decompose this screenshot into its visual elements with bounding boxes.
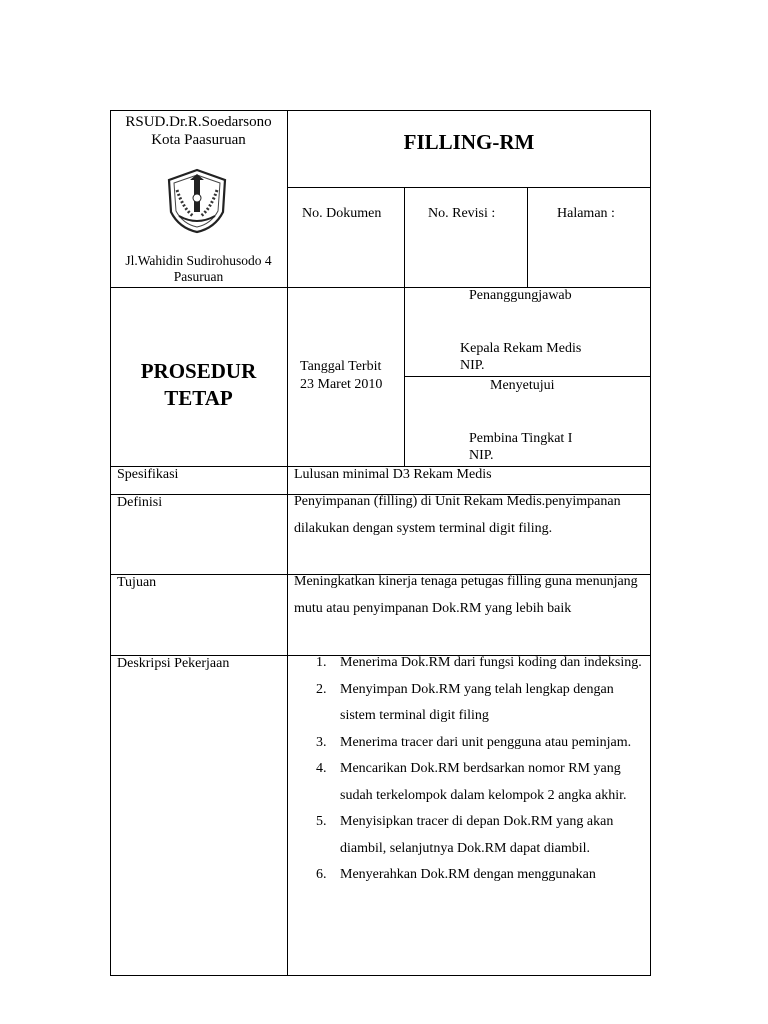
- step-number: 4.: [316, 761, 327, 776]
- list-item: [288, 809, 646, 862]
- address-line-1: Jl.Wahidin Sudirohusodo 4: [125, 253, 272, 268]
- step-number: 6.: [316, 867, 327, 882]
- signature-divider: [404, 376, 651, 377]
- step-number: 3.: [316, 734, 327, 750]
- step-text: Menyisipkan tracer di depan Dok.RM yang akan diambil, selanjutnya Dok.RM dapat diambil.: [340, 814, 614, 856]
- border-bottom: [110, 975, 651, 976]
- approver-name: Pembina Tingkat I: [469, 431, 573, 446]
- approver-nip: NIP.: [469, 448, 494, 463]
- responsible-name: Kepala Rekam Medis: [460, 341, 582, 356]
- list-item: [288, 756, 646, 809]
- address-line-2: Pasuruan: [173, 269, 224, 284]
- document-title: FILLING-RM: [403, 130, 535, 154]
- step-number: 2.: [316, 681, 327, 697]
- doc-number-label: No. Dokumen: [302, 206, 382, 221]
- procedure-title-line-1: PROSEDUR: [140, 359, 257, 383]
- approval-label: Menyetujui: [490, 378, 555, 393]
- responsible-label: Penanggungjawab: [469, 288, 572, 303]
- step-text: Menerima tracer dari unit pengguna atau peminjam.: [340, 734, 632, 750]
- step-number: 5.: [316, 814, 327, 829]
- issue-date-label: Tanggal Terbit: [300, 359, 382, 374]
- border-left: [110, 110, 111, 976]
- procedure-title-line-2: TETAP: [164, 386, 233, 410]
- hospital-city: Kota Paasuruan: [151, 132, 246, 148]
- job-steps-list: [288, 650, 646, 889]
- revision-label: No. Revisi :: [428, 206, 496, 221]
- list-item: [288, 677, 646, 730]
- hospital-name: RSUD.Dr.R.Soedarsono: [125, 114, 272, 130]
- list-item: [288, 650, 646, 677]
- sop-document: [110, 110, 651, 976]
- step-text: Menerima Dok.RM dari fungsi koding dan indeksing.: [340, 655, 642, 670]
- definisi-label: Definisi: [117, 495, 163, 510]
- title-row-divider: [287, 187, 651, 188]
- step-text: Mencarikan Dok.RM berdsarkan nomor RM yang sudah terkelompok dalam kelompok 2 angka akhir.: [340, 761, 627, 803]
- definisi-value: Penyimpanan (filling) di Unit Rekam Medis.penyimpanan dilakukan dengan system terminal digit filing.: [294, 494, 621, 536]
- tujuan-value: Meningkatkan kinerja tenaga petugas filling guna menunjang mutu atau penyimpanan Dok.RM yang lebih baik: [294, 574, 638, 616]
- responsible-nip: NIP.: [460, 358, 485, 373]
- list-item: [288, 730, 646, 757]
- issue-date: 23 Maret 2010: [300, 377, 383, 392]
- list-item: [288, 862, 646, 889]
- tujuan-label: Tujuan: [117, 575, 157, 590]
- spesifikasi-value: Lulusan minimal D3 Rekam Medis: [294, 467, 492, 482]
- step-text: Menyimpan Dok.RM yang telah lengkap dengan sistem terminal digit filing: [340, 681, 614, 723]
- regional-emblem-icon: [163, 168, 231, 234]
- step-number: 1.: [316, 655, 327, 670]
- border-top: [110, 110, 651, 111]
- spesifikasi-label: Spesifikasi: [117, 467, 179, 482]
- deskripsi-label: Deskripsi Pekerjaan: [117, 656, 230, 671]
- page-label: Halaman :: [557, 206, 615, 221]
- doc-revision-divider: [404, 187, 405, 466]
- revision-page-divider: [527, 187, 528, 287]
- step-text: Menyerahkan Dok.RM dengan menggunakan: [340, 867, 596, 882]
- border-right: [650, 110, 651, 976]
